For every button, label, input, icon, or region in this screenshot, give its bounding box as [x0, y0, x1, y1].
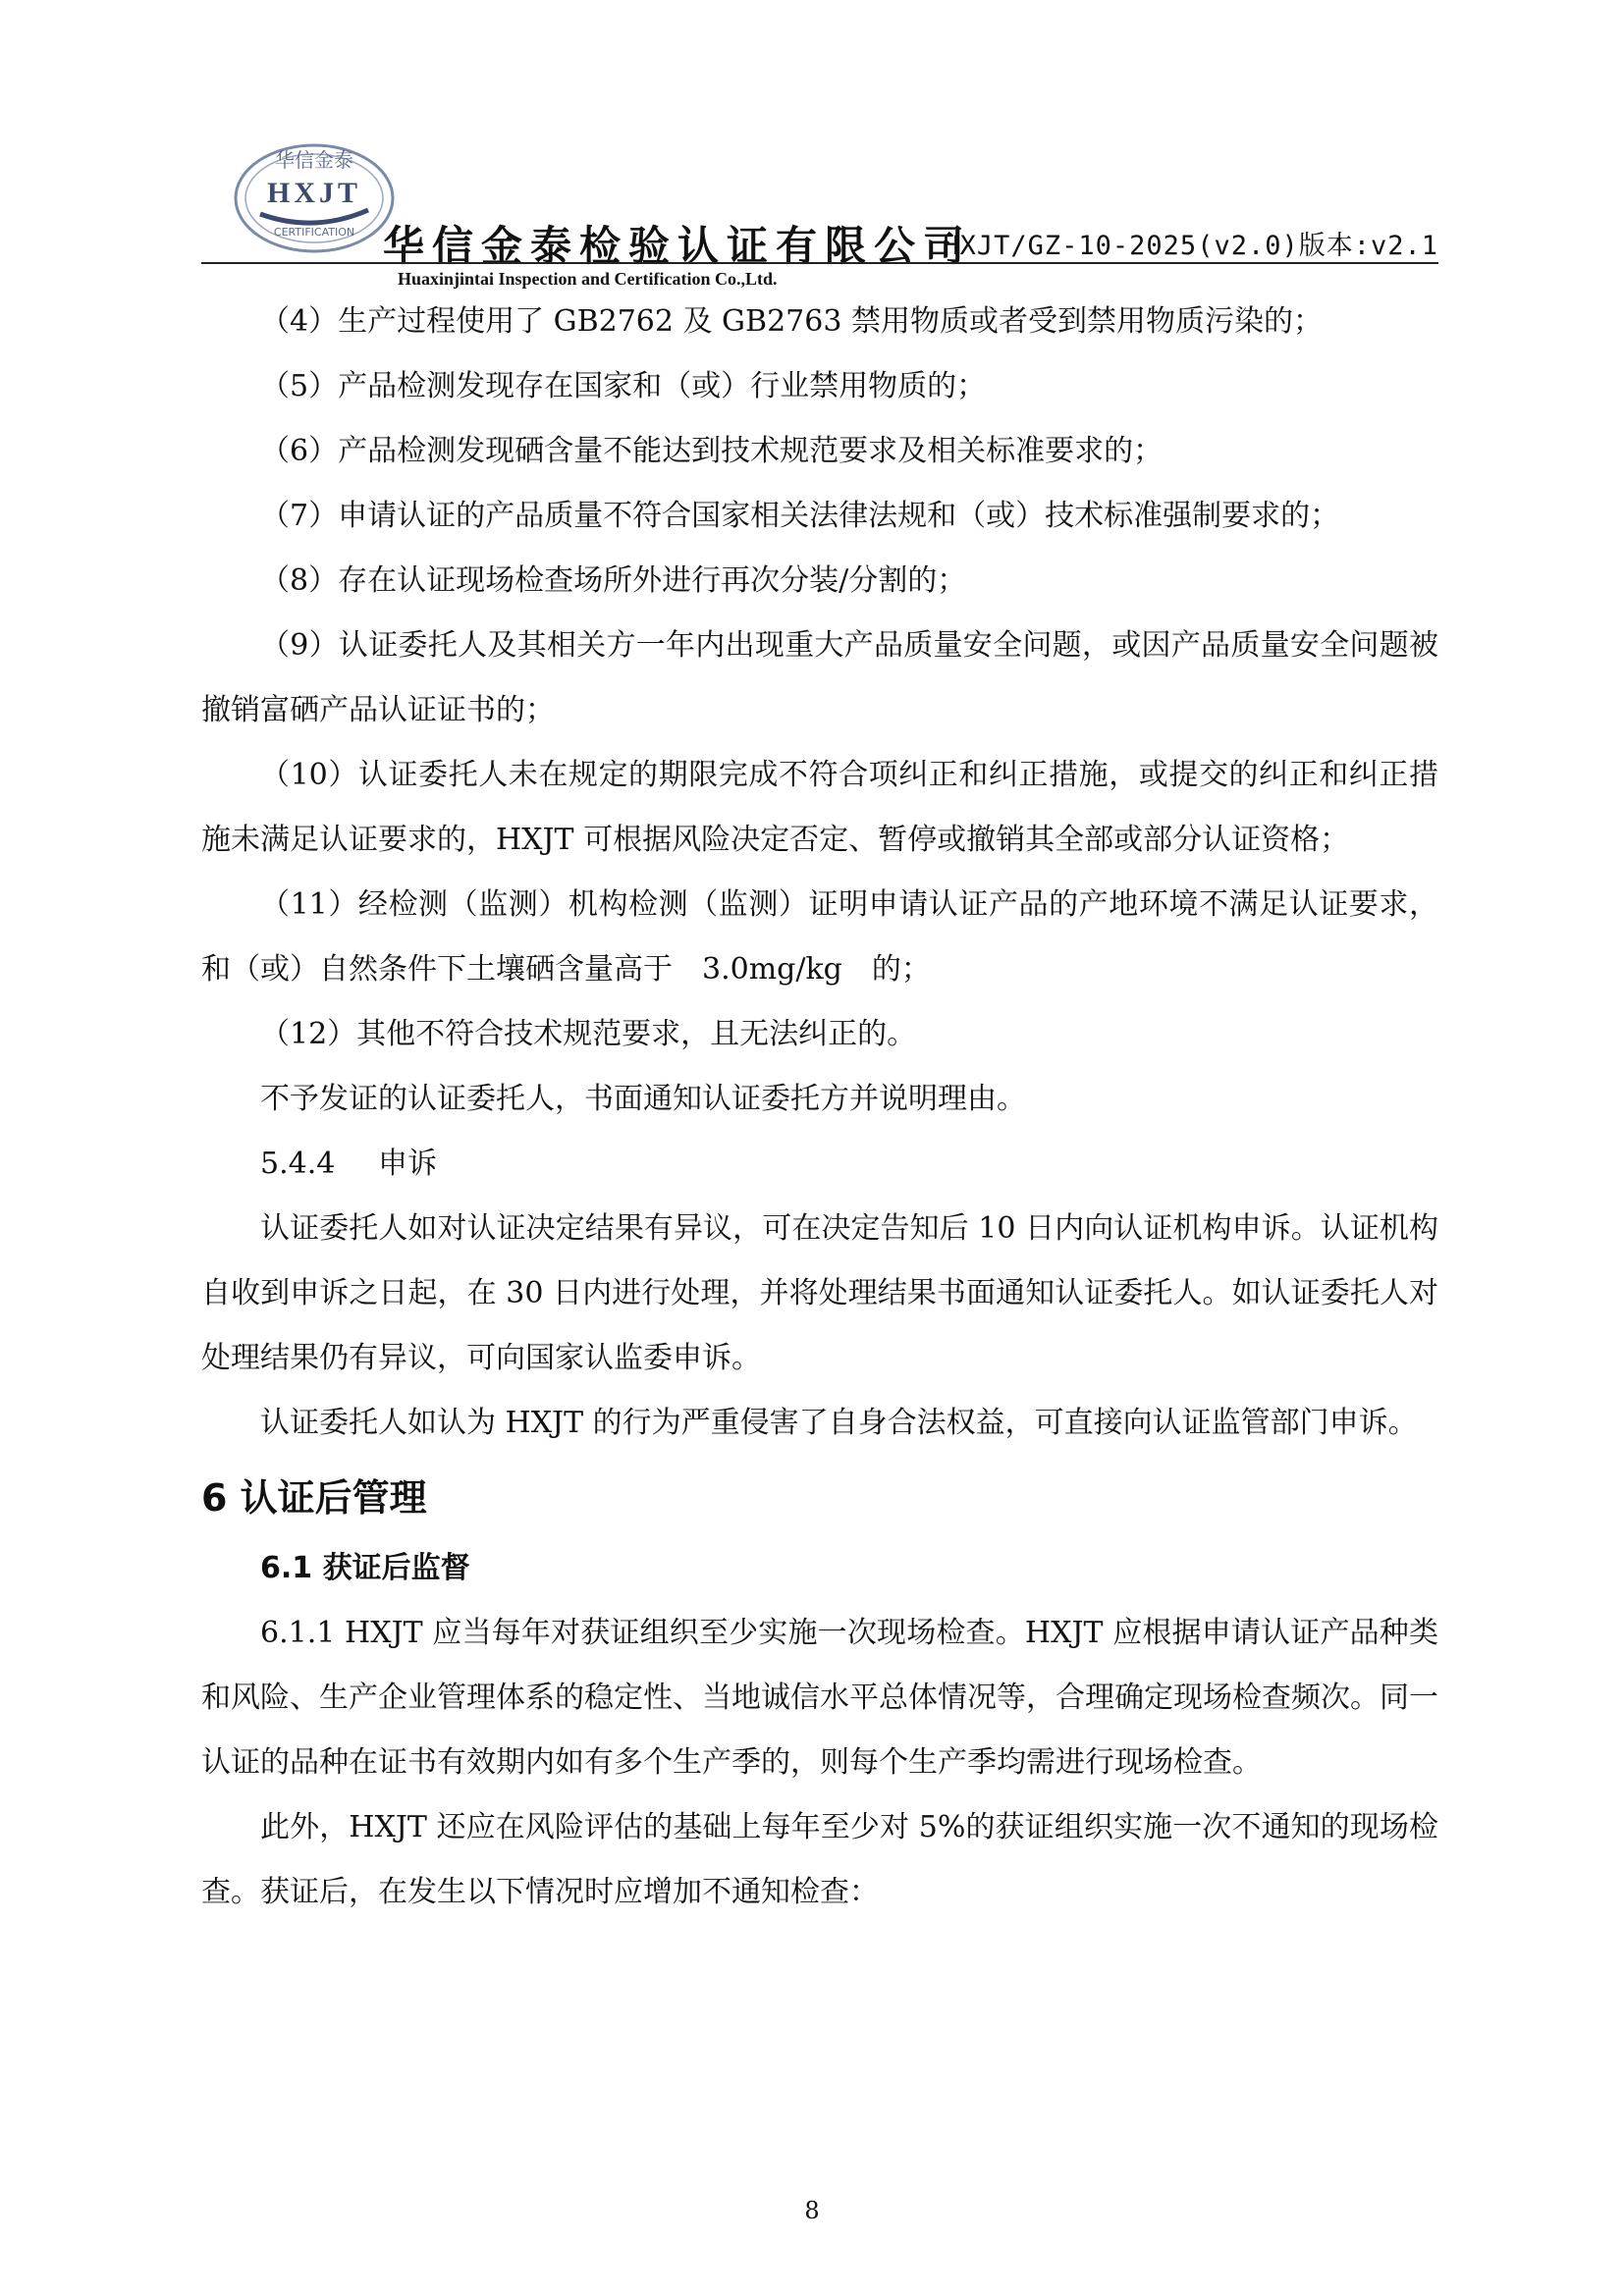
- svg-text:CERTIFICATION: CERTIFICATION: [273, 226, 355, 239]
- list-item: （8）存在认证现场检查场所外进行再次分装/分割的；: [260, 563, 967, 598]
- paragraph: 认证委托人如对认证决定结果有异议，可在决定告知后 10 日内向认证机构申诉。认证机构自收到申诉之日起，在 30 日内进行处理，并将处理结果书面通知认证委托人。如认证委托人对处理结果仍有异议，可向国家认监委申诉。: [201, 1211, 1438, 1375]
- company-name-cn: 华信金泰检验认证有限公司: [383, 222, 973, 270]
- list-item: （7）申请认证的产品质量不符合国家相关法律法规和（或）技术标准强制要求的；: [260, 499, 1340, 533]
- document-body: [201, 290, 1438, 1925]
- company-logo: [231, 137, 398, 255]
- subsection-heading: 6.1 获证后监督: [260, 1551, 470, 1585]
- svg-text:华信金泰: 华信金泰: [275, 148, 353, 172]
- list-item: （4）生产过程使用了 GB2762 及 GB2763 禁用物质或者受到禁用物质污染的；: [260, 304, 1323, 339]
- page-header: [201, 137, 1438, 290]
- paragraph: 认证委托人如认为 HXJT 的行为严重侵害了自身合法权益，可直接向认证监管部门申诉。: [260, 1406, 1418, 1440]
- list-item: （6）产品检测发现硒含量不能达到技术规范要求及相关标准要求的；: [260, 434, 1164, 468]
- section-heading: 6 认证后管理: [201, 1476, 427, 1520]
- header-divider: [201, 262, 1438, 264]
- clause-title: 申诉: [378, 1147, 437, 1181]
- clause-heading-544: [201, 1132, 1438, 1197]
- paragraph: 不予发证的认证委托人，书面通知认证委托方并说明理由。: [260, 1082, 1026, 1116]
- list-item: （10）认证委托人未在规定的期限完成不符合项纠正和纠正措施，或提交的纠正和纠正措施未满足认证要求的，HXJT 可根据风险决定否定、暂停或撤销其全部或部分认证资格；: [201, 758, 1438, 857]
- list-item: （11）经检测（监测）机构检测（监测）证明申请认证产品的产地环境不满足认证要求，和（或）自然条件下土壤硒含量高于 3.0mg/kg 的；: [201, 887, 1438, 987]
- company-name-en: Huaxinjintai Inspection and Certification Co.,Ltd.: [398, 269, 778, 289]
- list-item: （12）其他不符合技术规范要求，且无法纠正的。: [260, 1017, 917, 1051]
- page-number: 8: [804, 2197, 820, 2224]
- clause-number: 5.4.4: [260, 1147, 336, 1181]
- paragraph: 6.1.1 HXJT 应当每年对获证组织至少实施一次现场检查。HXJT 应根据申请认证产品种类和风险、生产企业管理体系的稳定性、当地诚信水平总体情况等，合理确定现场检查频次。同一认证的品种在证书有效期内如有多个生产季的，则每个生产季均需进行现场检查。: [201, 1616, 1438, 1780]
- svg-text:HXJT: HXJT: [266, 177, 362, 209]
- list-item: （9）认证委托人及其相关方一年内出现重大产品质量安全问题，或因产品质量安全问题被撤销富硒产品认证证书的；: [201, 628, 1438, 727]
- list-item: （5）产品检测发现存在国家和（或）行业禁用物质的；: [260, 369, 987, 403]
- paragraph: 此外，HXJT 还应在风险评估的基础上每年至少对 5%的获证组织实施一次不通知的现场检查。获证后，在发生以下情况时应增加不通知检查：: [201, 1810, 1438, 1909]
- document-code: HXJT/GZ-10-2025(v2.0)版本:v2.1: [943, 231, 1438, 261]
